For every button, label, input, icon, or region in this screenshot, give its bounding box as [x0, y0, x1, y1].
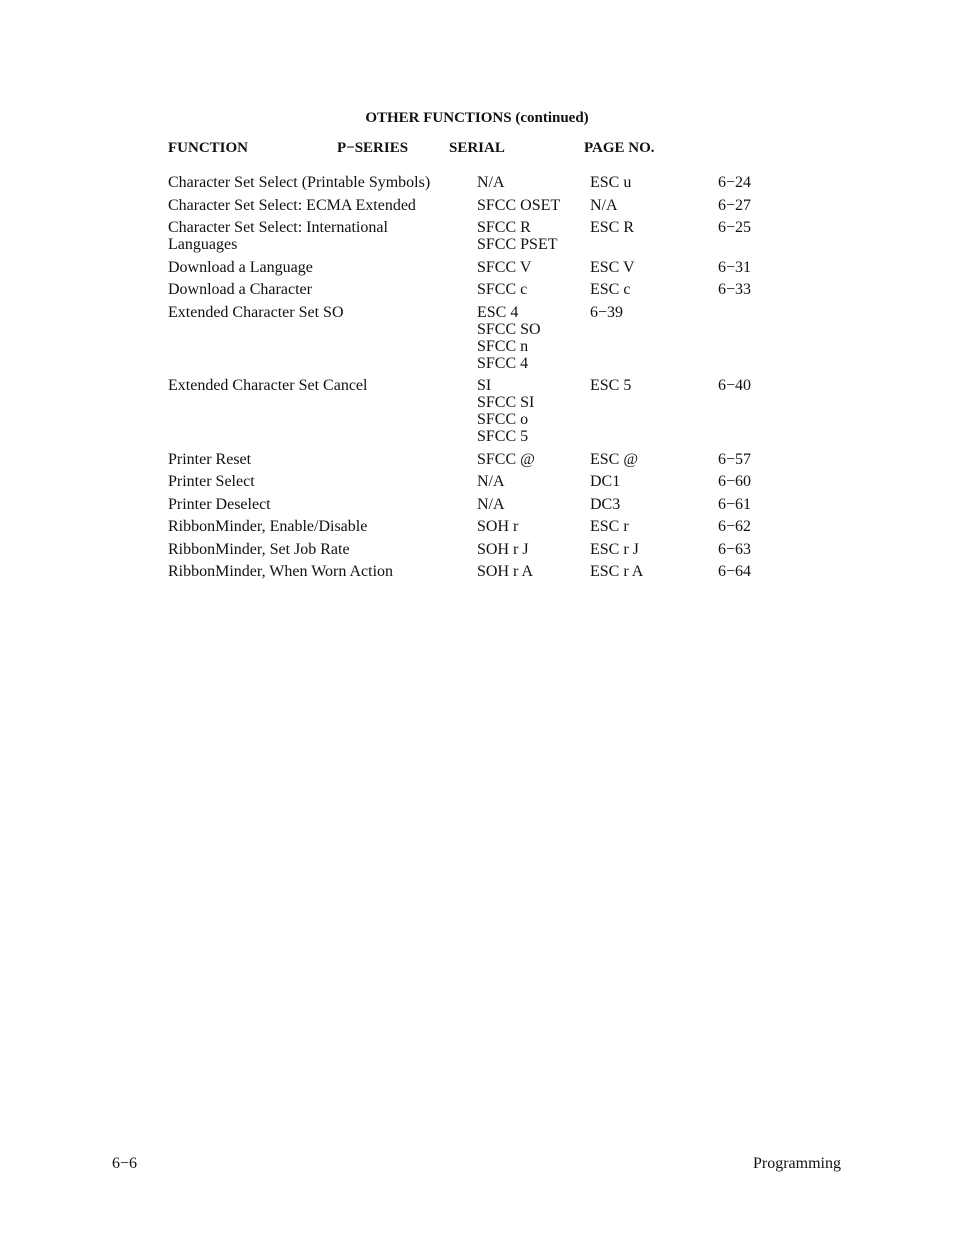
function-cell [168, 377, 468, 394]
cell-line: ESC @ [590, 450, 639, 468]
page-no-cell [718, 259, 798, 276]
cell-line: Download a Language [168, 258, 313, 276]
p-series-cell [477, 451, 587, 468]
p-series-cell [477, 518, 587, 535]
serial-cell [590, 518, 710, 535]
function-cell [168, 304, 468, 321]
cell-line: ESC 5 [590, 377, 632, 394]
cell-line: 6−27 [718, 196, 752, 214]
cell-line: Printer Reset [168, 450, 252, 468]
function-table [0, 174, 954, 586]
cell-line: SFCC SI [477, 394, 535, 411]
page-no-cell [718, 541, 798, 558]
function-cell [168, 496, 468, 513]
serial-cell [590, 197, 710, 214]
cell-line: SFCC SO [477, 320, 541, 338]
cell-line: 6−57 [718, 450, 752, 468]
serial-cell [590, 259, 710, 276]
serial-cell [590, 174, 710, 191]
function-cell [168, 518, 468, 535]
serial-cell [590, 451, 710, 468]
table-row [0, 377, 954, 445]
p-series-cell [477, 304, 587, 372]
p-series-cell [477, 281, 587, 298]
page-no-cell [718, 518, 798, 535]
cell-line: Extended Character Set SO [168, 303, 344, 321]
cell-line: Printer Deselect [168, 495, 271, 513]
table-row [0, 197, 954, 214]
function-cell [168, 473, 468, 490]
cell-line: Character Set Select: International [168, 219, 388, 236]
cell-line: SOH r [477, 518, 519, 535]
cell-line: 6−33 [718, 281, 752, 298]
cell-line: SFCC c [477, 281, 528, 298]
cell-line: Printer Select [168, 473, 255, 490]
cell-line: ESC r [590, 518, 629, 535]
header-function: FUNCTION [168, 140, 249, 156]
cell-line: SFCC OSET [477, 196, 561, 214]
cell-line: 6−40 [718, 377, 752, 394]
cell-line: SOH r A [477, 563, 534, 580]
footer-section: Programming [753, 1155, 841, 1172]
cell-line: 6−39 [590, 303, 624, 321]
cell-line: Character Set Select (Printable Symbols) [168, 174, 431, 191]
page-no-cell [718, 473, 798, 490]
p-series-cell [477, 563, 587, 580]
page-no-cell [718, 219, 798, 236]
cell-line: ESC r J [590, 540, 639, 558]
cell-line: DC3 [590, 495, 621, 513]
cell-line: N/A [477, 174, 505, 191]
footer-page-number: 6−6 [112, 1155, 138, 1172]
cell-line: ESC r A [590, 563, 644, 580]
cell-line: N/A [477, 473, 505, 490]
cell-line: ESC R [590, 219, 635, 236]
cell-line: SOH r J [477, 540, 529, 558]
page-no-cell [718, 563, 798, 580]
function-cell [168, 174, 468, 191]
page-no-cell [718, 451, 798, 468]
function-cell [168, 219, 468, 253]
p-series-cell [477, 473, 587, 490]
table-row [0, 219, 954, 253]
serial-cell [590, 563, 710, 580]
cell-line: 6−60 [718, 473, 752, 490]
p-series-cell [477, 219, 587, 253]
serial-cell [590, 473, 710, 490]
p-series-cell [477, 541, 587, 558]
cell-line: RibbonMinder, Set Job Rate [168, 540, 350, 558]
cell-line: RibbonMinder, When Worn Action [168, 563, 394, 580]
cell-line: ESC V [590, 258, 635, 276]
cell-line: 6−63 [718, 540, 752, 558]
serial-cell [590, 496, 710, 513]
cell-line: SFCC R [477, 219, 531, 236]
cell-line: DC1 [590, 473, 621, 490]
page-no-cell [718, 174, 798, 191]
function-cell [168, 259, 468, 276]
cell-line: Languages [168, 236, 238, 253]
serial-cell [590, 304, 710, 321]
cell-line: SFCC o [477, 411, 529, 428]
cell-line: SFCC V [477, 258, 532, 276]
serial-cell [590, 281, 710, 298]
cell-line: Download a Character [168, 281, 312, 298]
cell-line: 6−61 [718, 495, 752, 513]
cell-line: Character Set Select: ECMA Extended [168, 196, 416, 214]
cell-line: 6−31 [718, 258, 752, 276]
serial-cell [590, 219, 710, 236]
cell-line: SFCC 4 [477, 354, 529, 372]
p-series-cell [477, 197, 587, 214]
page-no-cell [718, 496, 798, 513]
table-row [0, 281, 954, 298]
p-series-cell [477, 377, 587, 445]
page-title: OTHER FUNCTIONS (continued) [365, 110, 589, 126]
function-cell [168, 451, 468, 468]
serial-cell [590, 541, 710, 558]
cell-line: 6−25 [718, 219, 752, 236]
cell-line: SFCC n [477, 337, 529, 355]
cell-line: 6−64 [718, 563, 752, 580]
p-series-cell [477, 496, 587, 513]
cell-line: 6−62 [718, 518, 752, 535]
table-row [0, 304, 954, 372]
table-row [0, 174, 954, 191]
function-cell [168, 563, 468, 580]
cell-line: SFCC @ [477, 450, 535, 468]
cell-line: ESC c [590, 281, 631, 298]
cell-line: Extended Character Set Cancel [168, 377, 368, 394]
function-cell [168, 197, 468, 214]
cell-line: SI [477, 377, 492, 394]
cell-line: N/A [590, 196, 618, 214]
cell-line: RibbonMinder, Enable/Disable [168, 518, 368, 535]
table-row [0, 473, 954, 490]
serial-cell [590, 377, 710, 394]
function-cell [168, 281, 468, 298]
header-serial: SERIAL [449, 140, 505, 156]
p-series-cell [477, 174, 587, 191]
cell-line: SFCC 5 [477, 428, 529, 445]
p-series-cell [477, 259, 587, 276]
table-row [0, 496, 954, 513]
table-row [0, 541, 954, 558]
table-row [0, 563, 954, 580]
cell-line: N/A [477, 495, 505, 513]
cell-line: ESC 4 [477, 303, 519, 321]
page-no-cell [718, 377, 798, 394]
cell-line: ESC u [590, 174, 632, 191]
cell-line: SFCC PSET [477, 236, 558, 253]
function-cell [168, 541, 468, 558]
table-row [0, 259, 954, 276]
cell-line: 6−24 [718, 174, 752, 191]
header-page-no: PAGE NO. [584, 140, 655, 156]
page-no-cell [718, 197, 798, 214]
table-row [0, 451, 954, 468]
header-p-series: P−SERIES [337, 140, 409, 156]
table-row [0, 518, 954, 535]
page-no-cell [718, 281, 798, 298]
